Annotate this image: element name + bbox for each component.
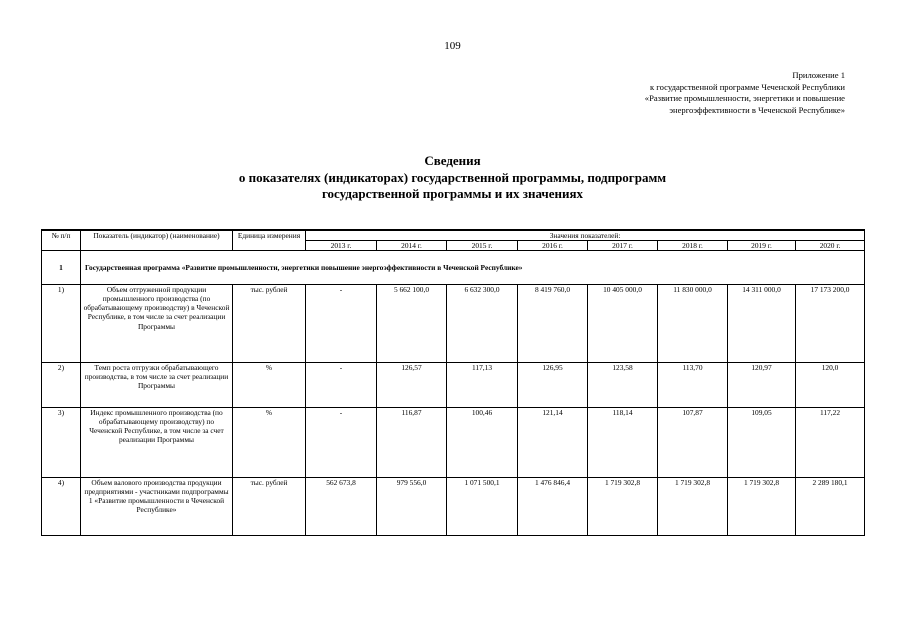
header-num: № п/п bbox=[42, 230, 81, 251]
row-value: 14 311 000,0 bbox=[728, 285, 796, 363]
row-value: 118,14 bbox=[588, 408, 658, 478]
page-number: 109 bbox=[444, 40, 461, 52]
header-year: 2019 г. bbox=[728, 241, 796, 251]
row-value: 117,13 bbox=[447, 363, 518, 408]
row-value: 100,46 bbox=[447, 408, 518, 478]
appendix-note bbox=[485, 70, 845, 116]
document-title bbox=[0, 153, 905, 203]
row-indicator: Объем валового производства продукции предприятиями - участниками подпрограммы 1 «Развитие промышленности в Чеченской Республике» bbox=[81, 478, 233, 536]
row-value: 11 830 000,0 bbox=[658, 285, 728, 363]
header-year: 2017 г. bbox=[588, 241, 658, 251]
indicators-table bbox=[41, 229, 865, 536]
title-line: государственной программы и их значениях bbox=[321, 186, 584, 201]
section-title: Государственная программа «Развитие промышленности, энергетики повышение энергоэффективности в Чеченской Республике» bbox=[81, 251, 865, 285]
appendix-line: «Развитие промышленности, энергетики и повышение bbox=[644, 93, 845, 103]
row-value: 120,97 bbox=[728, 363, 796, 408]
header-year: 2015 г. bbox=[447, 241, 518, 251]
row-value: 10 405 000,0 bbox=[588, 285, 658, 363]
row-value: 126,57 bbox=[377, 363, 447, 408]
row-value: 109,05 bbox=[728, 408, 796, 478]
row-value: 121,14 bbox=[518, 408, 588, 478]
row-value: 562 673,8 bbox=[306, 478, 377, 536]
row-unit: тыс. рублей bbox=[233, 285, 306, 363]
row-value: 17 173 200,0 bbox=[796, 285, 865, 363]
row-value: 126,95 bbox=[518, 363, 588, 408]
title-line: о показателях (индикаторах) государственной программы, подпрограмм bbox=[238, 169, 667, 185]
row-unit: тыс. рублей bbox=[233, 478, 306, 536]
header-year: 2014 г. bbox=[377, 241, 447, 251]
row-value: 113,70 bbox=[658, 363, 728, 408]
appendix-line: энергоэффективности в Чеченской Республике» bbox=[669, 104, 845, 115]
row-indicator: Индекс промышленного производства (по обрабатывающему производству) по Чеченской Республике, в том числе за счет реализации Программы bbox=[81, 408, 233, 478]
header-unit: Единица измерения bbox=[233, 230, 306, 251]
section-row bbox=[42, 251, 865, 285]
row-num: 3) bbox=[42, 408, 81, 478]
row-value: 1 476 846,4 bbox=[518, 478, 588, 536]
header-indicator: Показатель (индикатор) (наименование) bbox=[81, 230, 233, 251]
row-unit: % bbox=[233, 363, 306, 408]
table-row bbox=[42, 478, 865, 536]
row-value: 107,87 bbox=[658, 408, 728, 478]
row-value: 1 071 500,1 bbox=[447, 478, 518, 536]
row-value: 5 662 100,0 bbox=[377, 285, 447, 363]
row-value: 117,22 bbox=[796, 408, 865, 478]
row-value: 979 556,0 bbox=[377, 478, 447, 536]
header-year: 2018 г. bbox=[658, 241, 728, 251]
row-value: - bbox=[306, 363, 377, 408]
row-value: 123,58 bbox=[588, 363, 658, 408]
section-num: 1 bbox=[42, 251, 81, 285]
title-line: Сведения bbox=[424, 153, 481, 168]
table-row bbox=[42, 408, 865, 478]
row-unit: % bbox=[233, 408, 306, 478]
appendix-line: Приложение 1 bbox=[792, 70, 845, 80]
table-row bbox=[42, 285, 865, 363]
row-value: - bbox=[306, 408, 377, 478]
row-num: 4) bbox=[42, 478, 81, 536]
row-indicator: Объем отгруженной продукции промышленного производства (по обрабатывающему производству) в Чеченской Республике, в том числе за счет реализации Программы bbox=[81, 285, 233, 363]
header-year: 2020 г. bbox=[796, 241, 865, 251]
header-values-group: Значения показателей: bbox=[306, 230, 865, 241]
row-value: 1 719 302,8 bbox=[658, 478, 728, 536]
row-value: 1 719 302,8 bbox=[728, 478, 796, 536]
appendix-line: к государственной программе Чеченской Республики bbox=[649, 81, 845, 92]
row-num: 2) bbox=[42, 363, 81, 408]
row-indicator: Темп роста отгрузки обрабатывающего производства, в том числе за счет реализации Программы bbox=[81, 363, 233, 408]
row-value: 120,0 bbox=[796, 363, 865, 408]
header-year: 2016 г. bbox=[518, 241, 588, 251]
row-value: 1 719 302,8 bbox=[588, 478, 658, 536]
row-value: - bbox=[306, 285, 377, 363]
row-value: 6 632 300,0 bbox=[447, 285, 518, 363]
row-value: 8 419 760,0 bbox=[518, 285, 588, 363]
table-row bbox=[42, 363, 865, 408]
row-value: 2 289 180,1 bbox=[796, 478, 865, 536]
row-num: 1) bbox=[42, 285, 81, 363]
header-year: 2013 г. bbox=[306, 241, 377, 251]
row-value: 116,87 bbox=[377, 408, 447, 478]
